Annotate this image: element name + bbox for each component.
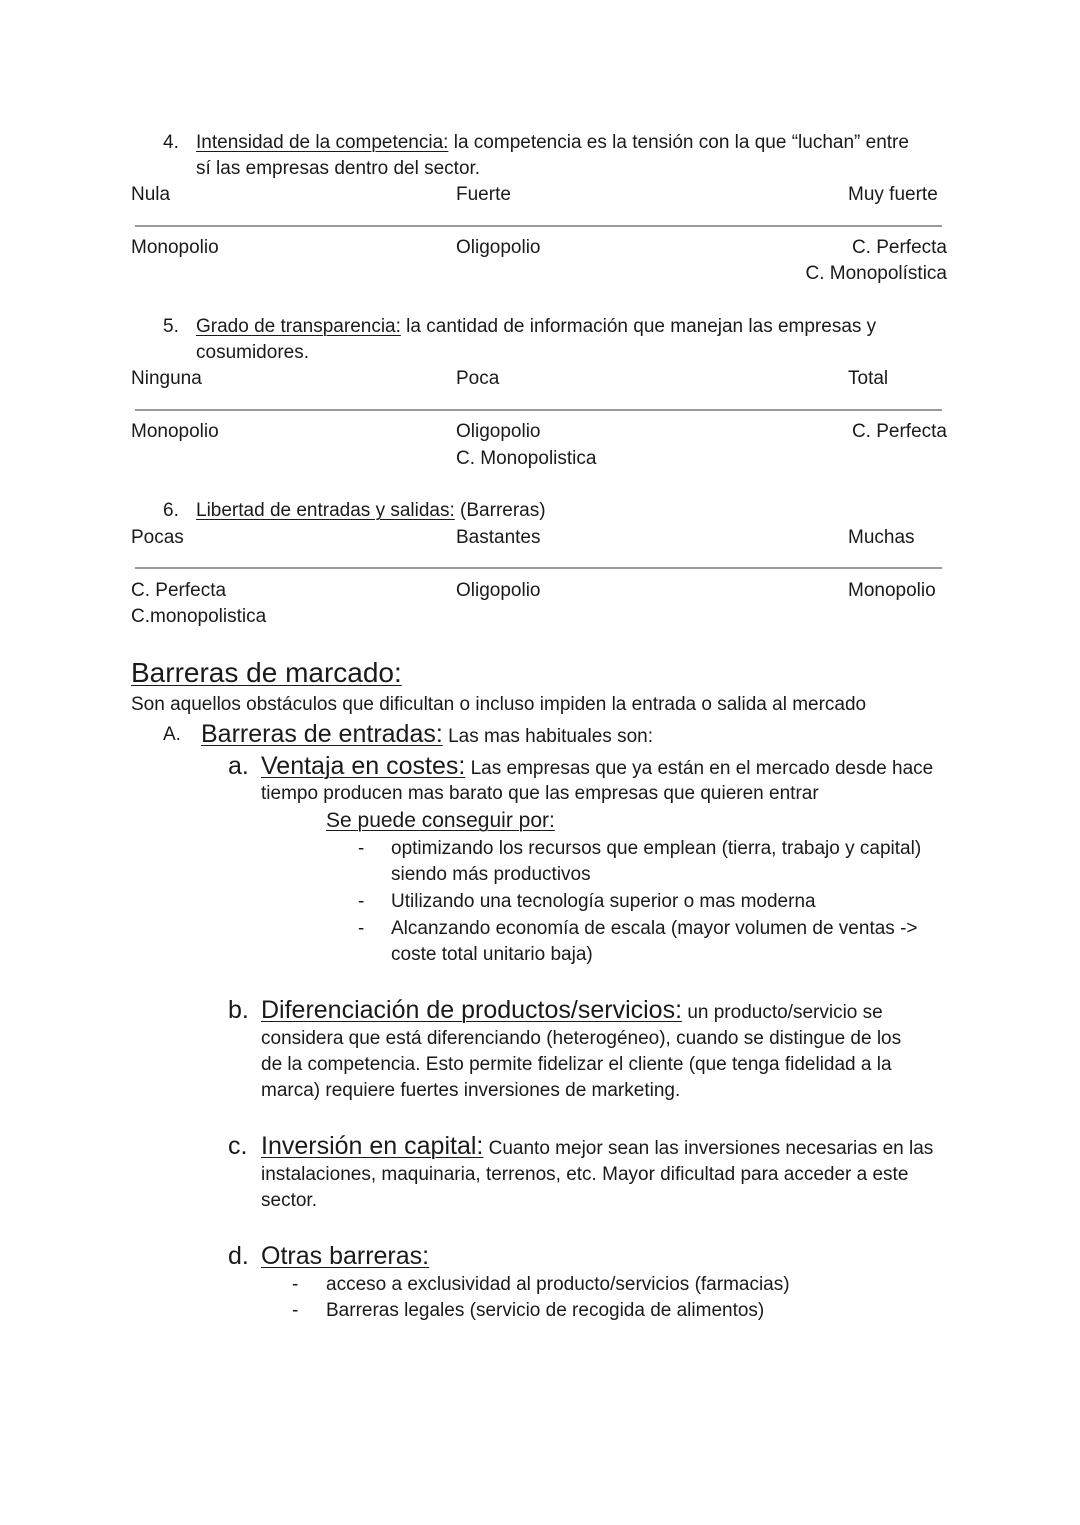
- market-4-right-1: C. Perfecta: [851, 237, 947, 258]
- section-5-number: 5.: [163, 316, 179, 337]
- scale-4-high: Muy fuerte: [848, 184, 938, 205]
- section-4-text: la competencia es la tensión con la que “luchan” entre: [448, 132, 909, 153]
- section-6-heading: Libertad de entradas y salidas:: [196, 500, 455, 521]
- market-6-mid: Oligopolio: [456, 580, 541, 601]
- item-b-heading: Diferenciación de productos/servicios:: [261, 996, 683, 1024]
- section-4-line-1: [196, 130, 909, 156]
- item-b-line-1: [261, 994, 883, 1029]
- bullet-a-3: Alcanzando economía de escala (mayor volumen de ventas ->: [391, 918, 918, 939]
- market-4-right-2: C. Monopolística: [805, 263, 947, 284]
- bullet-d-1: acceso a exclusividad al producto/servicios (farmacias): [326, 1274, 790, 1295]
- bullet-dash: -: [292, 1274, 299, 1295]
- market-4-left: Monopolio: [131, 237, 219, 258]
- section-5-text: la cantidad de información que manejan las empresas y: [400, 316, 877, 337]
- bullet-dash: -: [358, 838, 365, 859]
- bullet-a-1: optimizando los recursos que emplean (tierra, trabajo y capital): [391, 838, 922, 859]
- item-c-line-3: sector.: [261, 1190, 317, 1211]
- scale-4-low: Nula: [131, 184, 171, 205]
- bullet-dash: -: [292, 1300, 299, 1321]
- item-A-line: [201, 718, 653, 753]
- market-5-mid-2: C. Monopolistica: [456, 448, 597, 469]
- item-a-line-1: [261, 750, 933, 785]
- scale-4-divider: [135, 225, 942, 227]
- bullet-dash: -: [358, 918, 365, 939]
- market-5-right: C. Perfecta: [851, 421, 947, 442]
- item-b-text: un producto/servicio se: [682, 1002, 883, 1023]
- section-5-heading: Grado de transparencia:: [196, 316, 401, 337]
- item-c-text: Cuanto mejor sean las inversiones necesarias en las: [483, 1138, 934, 1159]
- section-5-line-2: cosumidores.: [196, 342, 309, 363]
- scale-6-divider: [135, 567, 942, 569]
- market-5-mid-1: Oligopolio: [456, 421, 541, 442]
- section-6-text: (Barreras): [454, 500, 546, 521]
- bullet-a-2: Utilizando una tecnología superior o mas moderna: [391, 891, 816, 912]
- scale-4-mid: Fuerte: [456, 184, 511, 205]
- section-6-number: 6.: [163, 500, 179, 521]
- market-5-left: Monopolio: [131, 421, 219, 442]
- scale-6-high: Muchas: [848, 527, 915, 548]
- market-6-right: Monopolio: [848, 580, 936, 601]
- bullet-d-2: Barreras legales (servicio de recogida de alimentos): [326, 1300, 765, 1321]
- market-4-mid: Oligopolio: [456, 237, 541, 258]
- item-a-heading: Ventaja en costes:: [261, 752, 466, 780]
- item-A-heading: Barreras de entradas:: [201, 720, 443, 748]
- item-d-marker: d.: [228, 1242, 249, 1270]
- scale-5-divider: [135, 409, 942, 411]
- item-b-marker: b.: [228, 996, 249, 1024]
- scale-5-mid: Poca: [456, 368, 500, 389]
- item-a-subheading: Se puede conseguir por:: [326, 809, 555, 832]
- item-b-line-4: marca) requiere fuertes inversiones de marketing.: [261, 1080, 681, 1101]
- scale-6-low: Pocas: [131, 527, 184, 548]
- market-6-left-2: C.monopolistica: [131, 606, 267, 627]
- scale-5-low: Ninguna: [131, 368, 202, 389]
- bullet-a-3-cont: coste total unitario baja): [391, 944, 593, 965]
- bullet-dash: -: [358, 891, 365, 912]
- scale-6-mid: Bastantes: [456, 527, 541, 548]
- section-5-line-1: [196, 314, 876, 340]
- item-c-line-1: [261, 1130, 933, 1165]
- item-c-marker: c.: [228, 1132, 248, 1160]
- item-d-line-1: [261, 1240, 429, 1275]
- market-6-left-1: C. Perfecta: [131, 580, 227, 601]
- scale-5-high: Total: [848, 368, 889, 389]
- section-6-line-1: [196, 498, 546, 524]
- item-b-line-3: de la competencia. Esto permite fidelizar el cliente (que tenga fidelidad a la: [261, 1054, 892, 1075]
- item-A-text: Las mas habituales son:: [442, 726, 653, 747]
- section-4-line-2: sí las empresas dentro del sector.: [196, 158, 481, 179]
- section-4-number: 4.: [163, 132, 179, 153]
- barreras-title: Barreras de marcado:: [131, 657, 402, 688]
- barreras-intro: Son aquellos obstáculos que dificultan o incluso impiden la entrada o salida al mercado: [131, 694, 867, 715]
- item-d-heading: Otras barreras:: [261, 1242, 430, 1270]
- item-a-text: Las empresas que ya están en el mercado desde hace: [465, 758, 934, 779]
- item-a-line-2: tiempo producen mas barato que las empresas que quieren entrar: [261, 783, 819, 804]
- item-c-line-2: instalaciones, maquinaria, terrenos, etc. Mayor dificultad para acceder a este: [261, 1164, 909, 1185]
- item-b-line-2: considera que está diferenciando (heterogéneo), cuando se distingue de los: [261, 1028, 902, 1049]
- bullet-a-1-cont: siendo más productivos: [391, 864, 591, 885]
- item-A-marker: A.: [163, 724, 181, 745]
- section-4-heading: Intensidad de la competencia:: [196, 132, 449, 153]
- item-c-heading: Inversión en capital:: [261, 1132, 484, 1160]
- item-a-marker: a.: [228, 752, 249, 780]
